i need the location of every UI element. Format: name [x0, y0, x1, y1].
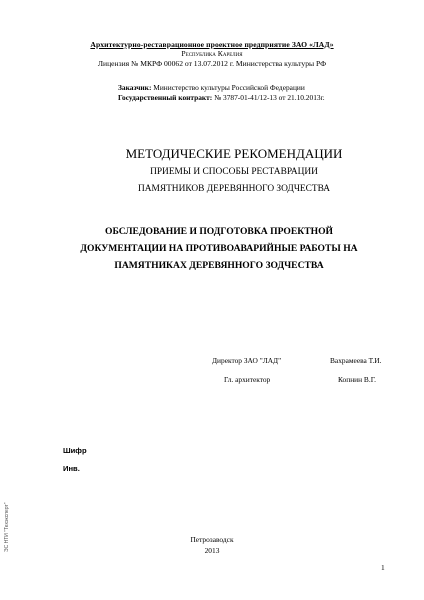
document-subtitle-line-3: ПАМЯТНИКАХ ДЕРЕВЯННОГО ЗОДЧЕСТВА	[114, 260, 324, 271]
customer-line	[118, 83, 305, 92]
customer-value: Министерство культуры Российской Федерации	[151, 83, 305, 92]
document-title-line-3: ПАМЯТНИКОВ ДЕРЕВЯННОГО ЗОДЧЕСТВА	[137, 184, 331, 194]
region-name: Республика Карелия	[181, 49, 243, 58]
side-stamp: ЭС НТИ "Техэксперт"	[4, 502, 10, 552]
signature-name-director: Вахрамеева Т.И.	[330, 356, 382, 365]
document-subtitle-line-1: ОБСЛЕДОВАНИЕ И ПОДГОТОВКА ПРОЕКТНОЙ	[104, 226, 333, 237]
signature-position-director: Директор ЗАО "ЛАД"	[212, 356, 282, 365]
contract-value: № 3787-01-41/12-13 от 21.10.2013г.	[212, 93, 325, 102]
contract-line	[118, 93, 325, 102]
publication-year: 2013	[204, 546, 220, 555]
contract-label: Государственный контракт:	[118, 93, 213, 102]
city-name: Петрозаводск	[190, 535, 234, 544]
document-subtitle-line-2: ДОКУМЕНТАЦИИ НА ПРОТИВОАВАРИЙНЫЕ РАБОТЫ НА	[80, 243, 358, 254]
organization-name: Архитектурно-реставрационное проектное предприятие ЗАО «ЛАД»	[90, 40, 334, 49]
license-line: Лицензия № МКРФ 00062 от 13.07.2012 г. Министерства культуры РФ	[97, 59, 327, 68]
code-field-label: Шифр	[63, 446, 87, 455]
signature-name-architect: Копнин В.Г.	[338, 375, 376, 384]
customer-label: Заказчик:	[118, 83, 152, 92]
inventory-field-label: Инв.	[63, 464, 80, 473]
document-title-line-2: ПРИЕМЫ И СПОСОБЫ РЕСТАВРАЦИИ	[150, 167, 318, 177]
document-title: МЕТОДИЧЕСКИЕ РЕКОМЕНДАЦИИ	[125, 146, 343, 161]
page-number: 1	[381, 563, 385, 572]
signature-position-architect: Гл. архитектор	[224, 375, 271, 384]
